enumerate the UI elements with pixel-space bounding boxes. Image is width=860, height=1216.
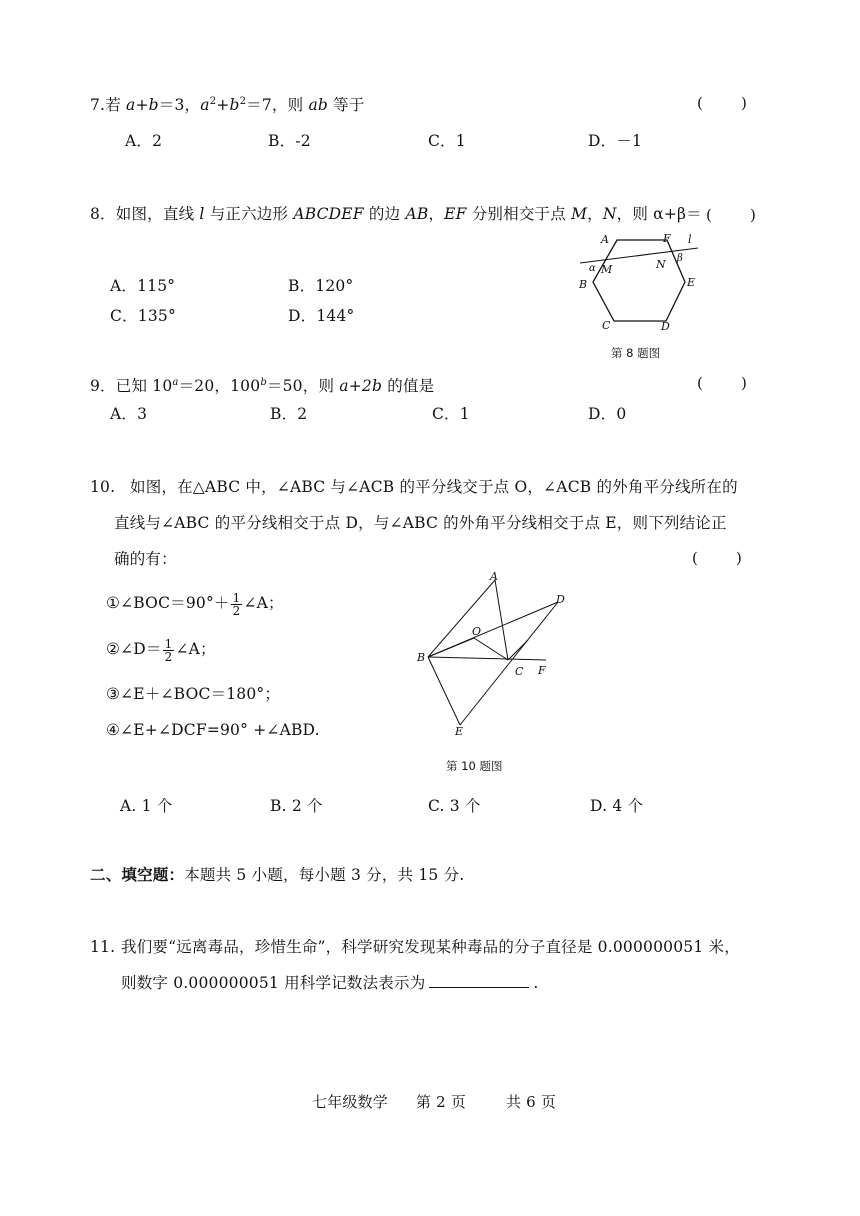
q9-option-c: C．1	[432, 405, 470, 423]
label-alpha: α	[589, 263, 596, 274]
hexagon-shape	[593, 240, 685, 321]
label-E: E	[687, 276, 696, 289]
label-A: A	[601, 233, 609, 246]
q10-option-b: B. 2 个	[270, 797, 323, 815]
q10-number: 10.	[90, 478, 116, 496]
q9-option-a: A．3	[110, 405, 148, 423]
q7-answer-paren: ( )	[697, 94, 747, 112]
q8-option-b: B．120°	[288, 277, 354, 295]
q9-stem: 9．已知 $10^a=20$，$100^b=50$，则 a+2b 的值是	[90, 377, 435, 396]
section-2-heading: 二、填空题：本题共 5 小题，每小题 3 分，共 15 分.	[90, 866, 465, 884]
q8-option-a: A．115°	[110, 277, 176, 295]
q9-option-b: B．2	[270, 405, 308, 423]
label-beta: β	[677, 253, 683, 264]
q11-answer-blank	[429, 973, 529, 988]
label-B: B	[417, 651, 426, 664]
label-M: M	[601, 263, 613, 276]
q10-statement-4: ④∠E+∠DCF=90° +∠ABD.	[106, 721, 320, 739]
label-A: A	[490, 570, 498, 583]
q7-option-b: B．-2	[268, 132, 311, 150]
label-D: D	[556, 593, 565, 606]
q7-option-c: C．1	[428, 132, 466, 150]
q9-answer-paren: ( )	[697, 374, 747, 392]
footer-total: 共 6 页	[506, 1093, 557, 1111]
q10-triangle-figure	[410, 570, 580, 740]
label-C: C	[515, 665, 524, 678]
footer-page: 第 2 页	[416, 1093, 467, 1111]
label-F: F	[538, 664, 546, 677]
q10-line-2: 直线与∠ABC 的平分线相交于点 D，与∠ABC 的外角平分线相交于点 E，则下列结论正	[114, 514, 727, 532]
q8-stem: 8．如图，直线 l 与正六边形 ABCDEF 的边 AB，EF 分别相交于点 M，N，则 α+β＝	[90, 205, 702, 223]
q10-option-a: A. 1 个	[120, 797, 173, 815]
label-B: B	[579, 278, 588, 291]
label-C: C	[602, 319, 611, 332]
q8-hexagon-figure	[570, 228, 710, 348]
footer-subject: 七年级数学	[312, 1093, 389, 1111]
label-O: O	[472, 625, 482, 638]
q8-option-c: C．135°	[110, 307, 176, 325]
q11-line-2: 则数字 0.000000051 用科学记数法表示为 .	[121, 974, 539, 992]
q7-stem: 7.若 a+b＝3，$a^2+b^2=7$，则 ab 等于	[90, 96, 365, 115]
q10-caption: 第 10 题图	[446, 759, 503, 773]
label-F: F	[663, 232, 671, 245]
q10-option-c: C. 3 个	[428, 797, 481, 815]
label-l: l	[688, 233, 692, 246]
q11-line-1: 我们要“远离毒品，珍惜生命”，科学研究发现某种毒品的分子直径是 0.000000051 米，	[121, 938, 740, 956]
q10-statement-3: ③∠E＋∠BOC＝180°；	[106, 685, 281, 703]
q10-line-1: 如图，在△ABC 中，∠ABC 与∠ACB 的平分线交于点 O，∠ACB 的外角平分线所在的	[130, 478, 738, 496]
q10-answer-paren: ( )	[692, 549, 742, 567]
label-E: E	[455, 725, 464, 738]
label-N: N	[656, 258, 666, 271]
q8-answer-paren: ( )	[706, 206, 756, 224]
q8-caption: 第 8 题图	[611, 346, 661, 360]
q10-statement-2: ②∠D＝ $\frac{1}{2}$ ∠A；	[106, 636, 216, 664]
label-D: D	[661, 320, 670, 333]
fraction-half: $\frac{1}{2}$	[232, 590, 241, 618]
fraction-half: $\frac{1}{2}$	[164, 636, 173, 664]
q7-option-a: A．2	[125, 132, 163, 150]
q8-number: 8．	[90, 205, 116, 223]
q10-option-d: D. 4 个	[590, 797, 644, 815]
q10-line-3: 确的有：	[114, 550, 177, 568]
q7-number: 7.	[90, 96, 106, 115]
q7-option-d: D．－1	[588, 132, 643, 150]
q9-option-d: D．0	[588, 405, 627, 423]
q8-option-d: D．144°	[288, 307, 355, 325]
q11-number: 11.	[90, 938, 116, 956]
q9-number: 9．	[90, 377, 116, 396]
q10-statement-1: ①∠BOC＝90°＋ $\frac{1}{2}$ ∠A；	[106, 590, 284, 618]
